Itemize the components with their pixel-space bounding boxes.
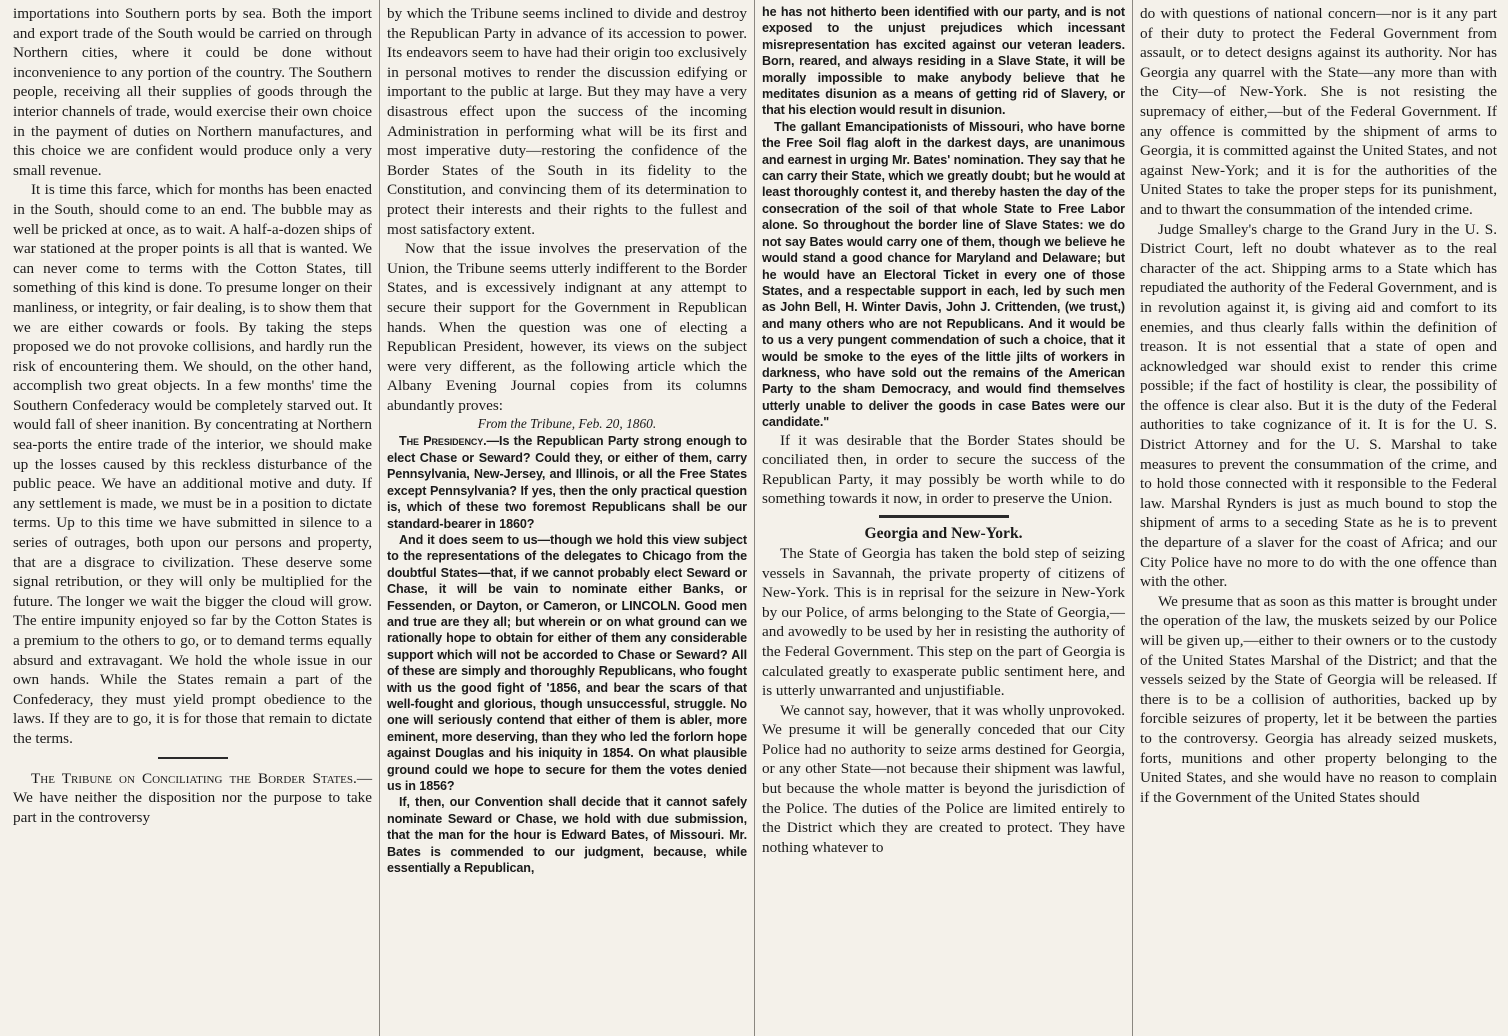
paragraph: Judge Smalley's charge to the Grand Jury in the U. S. District Court, left no doubt whatever as to the real character of the act. Shipping arms to a State which has repudiated the authority of the Federal Government, and is in revolution against it, is giving aid and comfort to its enemies, and thus clearly falls within the definition of treason. It is not essential that a state of open and acknowledged war should exist to render this crime possible; if the fact of hostility is clear, the possibility of the offence is clear also. But it is the duty of the Federal authorities to take cognizance of it. It is for the U. S. District Attorney and for the U. S. Marshal to take measures to prevent the consummation of the crime, and to hold those connected with it responsible to the Federal law. Marshal Rynders is just as much bound to stop the shipment of arms to a seceding State as he is to prevent the departure of a slaver for the coast of Africa; and our City Police have no more to do with the one offence than with the other.: [1140, 220, 1497, 591]
paragraph: If, then, our Convention shall decide that it cannot safely nominate Seward or Chase, we hold with due submission, that the man for the hour is Edward Bates, of Missouri. Mr. Bates is commended to our judgment, because, while essentially a Republican,: [387, 795, 747, 876]
paragraph: Now that the issue involves the preservation of the Union, the Tribune seems utterly indifferent to the Border States, and is excessively indignant at any attempt to secure their support for the Government in Republican hands. When the question was one of electing a Republican President, however, its views on the subject were very different, as the following article which the Albany Evening Journal copies from its columns abundantly proves:: [387, 240, 747, 414]
article-lead: The Presidency.: [399, 434, 487, 449]
paragraph: The State of Georgia has taken the bold step of seizing vessels in Savannah, the private property of citizens of New-York. This is in reprisal for the seizure in New-York by our Police, of arms belonging to the State of Georgia,—and avowedly to be used by her in resisting the authority of the Federal Government. This step on the part of Georgia is calculated greatly to exasperate public sentiment here, and is utterly unwarranted and unjustifiable.: [762, 544, 1125, 700]
column-4: [1132, 0, 1504, 1036]
paragraph: It is time this farce, which for months has been enacted in the South, should come to an end. The bubble may as well be pricked at once, as to wait. A half-a-dozen ships of war stationed at the proper points is all that is wanted. We can never come to terms with the Cotton States, till something of this kind is done. To presume longer on their manliness, or integrity, or fair dealing, is to show them that we are either cowards or fools. By taking the steps proposed we do not provoke collisions, and hardly run the risk of encountering them. We should, on the other hand, accomplish two great objects. In a few months' time the Southern Confederacy would be completely starved out. It would fall of sheer inanition. By concentrating at Northern sea-ports the entire trade of the interior, we should make up the losses caused by this reckless disturbance of the public peace. We have an additional motive and duty. If any settlement is made, we must be in a position to dictate terms. Up to this time we have submitted in silence to a series of outrages, both upon our persons and property, that are a disgrace to civilization. These deserve some signal retribution, or they will only be multiplied for the future. The longer we wait the bigger the cloud will grow. The entire impunity enjoyed so far by the Cotton States is a premium to the others to go, or to demand terms equally absurd and extravagant. We hold the whole issue in our own hands. While the States remain a part of the Confederacy, they must yield prompt obedience to the laws. If they are to go, it is for those that remain to dictate the terms.: [13, 181, 372, 747]
article-lead: The Tribune on Conciliating the Border States.: [31, 769, 357, 787]
paragraph: The Tribune on Conciliating the Border States.—We have neither the disposition nor the purpose to take part in the controversy: [13, 769, 372, 826]
section-divider: [158, 757, 228, 759]
paragraph: We cannot say, however, that it was wholly unprovoked. We presume it will be generally conceded that our City Police had no authority to seize arms destined for Georgia, or any other State—not because their shipment was lawful, but because the whole matter is beyond the jurisdiction of the Police. The duties of the Police are limited entirely to the District which they are created to protect. They have nothing whatever to: [762, 701, 1125, 856]
column-1: [6, 0, 379, 1036]
column-3: [754, 0, 1132, 1036]
column-2: [379, 0, 754, 1036]
quote-source-caption: From the Tribune, Feb. 20, 1860.: [477, 416, 657, 432]
paragraph: And it does seem to us—though we hold this view subject to the representations of the delegates to Chicago from the doubtful States—that, if we cannot probably elect Seward or Chase, it will be vain to nominate either Banks, or Fessenden, or Dayton, or Cameron, or LINCOLN. Good men and true are they all; but wherein or on what ground can we rationally hope to obtain for either of them any considerable support which will not be accorded to Chase or Seward? All of these are simply and thoroughly Republicans, who fought with us the good fight of '1856, and bear the scars of that well-fought and glorious, though unsuccessful, struggle. No one will seriously contend that either of them is abler, more eminent, more deserving, than they who led the forlorn hope against Douglas and his iniquity in 1854. On what plausible ground could we hope to secure for them the votes denied us in 1856?: [387, 532, 747, 793]
paragraph: The gallant Emancipationists of Missouri, who have borne the Free Soil flag aloft in the darkest days, are unanimous and earnest in urging Mr. Bates' nomination. They say that he can carry their State, which we greatly doubt; but he would at least thoroughly contest it, and thereby hasten the day of the consecration of the soil of that whole State to Free Labor alone. So throughout the border line of Slave States: we do not say Bates would carry one of them, though we believe he would stand a good chance for Maryland and Delaware; but he would have an Electoral Ticket in every one of those States, and a respectable support in each, led by such men as John Bell, H. Winter Davis, John J. Crittenden, (we trust,) and many others who are not Republicans. And it would be to us a very pungent commendation of such a choice, that it would be smoke to the eyes of the little jilts of workers in darkness, who have sold out the remains of the American Party to the sham Democracy, and would find themselves utterly unable to deliver the goods in case Bates were our candidate.": [762, 119, 1125, 430]
quoted-article-continued: [762, 4, 1125, 431]
paragraph: he has not hitherto been identified with our party, and is not exposed to the unjust prejudices which incessant misrepresentation has excited against our veteran leaders. Born, reared, and always residing in a Slave State, it will be morally impossible to make anybody believe that he meditates disunion as a means of getting rid of Slavery, or that his election would result in disunion.: [762, 5, 1125, 118]
paragraph: We presume that as soon as this matter is brought under the operation of the law, the muskets seized by our Police will be given up,—either to their owners or to the custody of the United States Marshal of the District; and that the vessels seized by the State of Georgia will be released. If there is to be a collision of authorities, backed up by forcible seizures of property, let it be between the parties to the controversy. Georgia has already seized muskets, forts, munitions and other property belonging to the United States, and she would have no reason to complain if the Government of the United States should: [1140, 592, 1497, 806]
quoted-article: [387, 433, 747, 876]
paragraph: If it was desirable that the Border States should be conciliated then, in order to secure the success of the Republican Party, it may possibly be worth while to do something towards it now, in order to preserve the Union.: [762, 431, 1125, 508]
paragraph: importations into Southern ports by sea. Both the import and export trade of the South would be carried on through Northern cities, where it could be done without inconvenience to any portion of the country. The Southern people, receiving all their supplies of goods through the interior channels of trade, would exercise their own choice in the payment of duties on Northern manufactures, and this choice we are confident would produce only a very small revenue.: [13, 5, 372, 179]
paragraph: by which the Tribune seems inclined to divide and destroy the Republican Party in advance of its accession to power. Its endeavors seem to have had their origin too exclusively in personal motives to render the discussion edifying or important to the public at large. But they may have a very disastrous effect upon the success of the incoming Administration in performing what will be its first and most imperative duty—restoring the confidence of the Border States of the South in its fidelity to the Constitution, and convincing them of its determination to protect their interests and their rights to the fullest and most satisfactory extent.: [387, 5, 747, 238]
section-divider: [879, 515, 1009, 518]
article-heading: Georgia and New-York.: [864, 524, 1023, 542]
paragraph: The Presidency.—Is the Republican Party strong enough to elect Chase or Seward? Could they, or either of them, carry Pennsylvania, New-Jersey, and Illinois, or all the Free States except Pennsylvania? If yes, then the only practical question is, which of these two foremost Republicans shall be our standard-bearer in 1860?: [387, 434, 747, 531]
paragraph: do with questions of national concern—nor is it any part of their duty to protect the Federal Government from assault, or to detect designs against its authority. Nor has Georgia any quarrel with the State—any more than with the City—of New-York. She is not resisting the supremacy of either,—but of the Federal Government. If any offence is committed by the shipment of arms to Georgia, it is committed against the United States, and not against New-York; and it is for the authorities of the United States to take the proper steps for its punishment, and to thwart the consummation of the intended crime.: [1140, 5, 1497, 218]
